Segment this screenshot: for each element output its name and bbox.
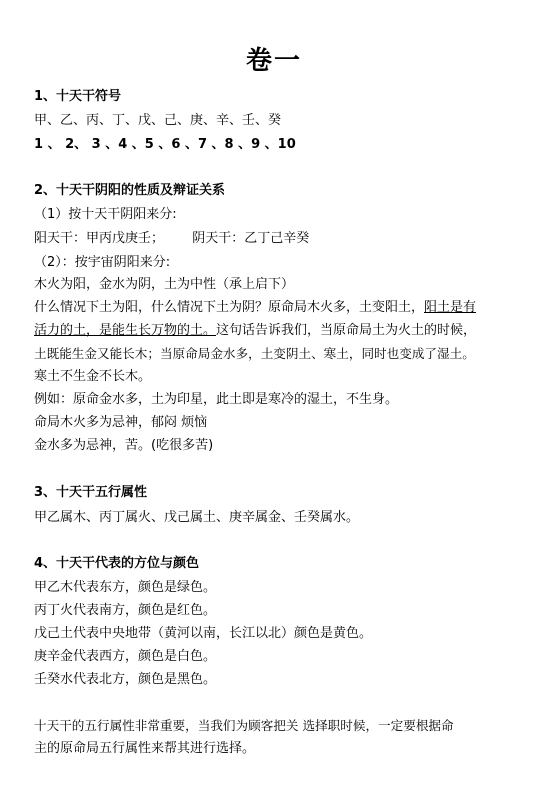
underlined-text: 活力的土，是能生长万物的土。 xyxy=(34,323,217,338)
yin-stems-text: 阴天干：乙丁己辛癸 xyxy=(192,231,310,246)
paragraph-line: 土既能生金又能长木；当原命局金水多，土变阴土、寒土，同时也变成了湿土。 xyxy=(34,346,475,361)
yang-stems-text: 阳天干：甲丙戊庚壬； xyxy=(34,231,165,246)
page-title: 卷一 xyxy=(245,46,302,76)
paragraph-line: 命局木火多为忌神，郁闷 烦恼 xyxy=(34,415,208,430)
closing-line: 十天干的五行属性非常重要，当我们为顾客把关 选择职时候，一定要根据命 xyxy=(34,718,454,733)
paragraph-line: 例如：原命金水多，土为印星，此土即是寒冷的湿土，不生身。 xyxy=(34,392,399,407)
direction-color-line: 甲乙木代表东方，颜色是绿色。 xyxy=(34,580,217,595)
direction-color-line: 丙丁火代表南方，颜色是红色。 xyxy=(34,603,217,618)
direction-color-line: 壬癸水代表北方，颜色是黑色。 xyxy=(34,672,217,687)
section-1-heading: 1、十天干符号 xyxy=(34,89,122,104)
paragraph-line xyxy=(34,322,476,340)
paragraph-line: 寒土不生金不长木。 xyxy=(34,369,152,384)
paragraph-line xyxy=(34,299,476,317)
direction-color-line: 戊己土代表中央地带（黄河以南，长江以北）颜色是黄色。 xyxy=(34,626,373,641)
closing-line: 主的原命局五行属性来帮其进行选择。 xyxy=(34,741,256,756)
section-4-heading: 4、十天干代表的方位与颜色 xyxy=(34,556,200,571)
paragraph-text: 什么情况下土为阳，什么情况下土为阴？原命局木火多，土变阳土， xyxy=(34,300,425,315)
section-2-heading: 2、十天干阴阳的性质及辩证关系 xyxy=(34,183,226,198)
section-3-heading: 3、十天干五行属性 xyxy=(34,485,148,500)
paragraph-text: 这句话告诉我们，当原命局土为火土的时候， xyxy=(216,323,477,338)
subheading-2: （2）：按宇宙阴阳来分: xyxy=(34,255,171,270)
stems-list: 甲、乙、丙、丁、戊、己、庚、辛、壬、癸 xyxy=(34,113,282,128)
direction-color-line: 庚辛金代表西方，颜色是白色。 xyxy=(34,649,217,664)
paragraph-line: 木火为阳，金水为阴，土为中性（承上启下） xyxy=(34,277,295,292)
five-elements-line: 甲乙属木、丙丁属火、戊己属土、庚辛属金、壬癸属水。 xyxy=(34,510,360,525)
underlined-text: 阳土是有 xyxy=(424,300,477,315)
yang-stems xyxy=(34,230,309,248)
stems-numbers: 1 、 2、 3 、4 、5 、6 、7 、8 、9 、10 xyxy=(34,137,296,152)
subheading-1: （1）按十天干阴阳来分: xyxy=(34,207,177,222)
paragraph-line: 金水多为忌神，苦。(吃很多苦) xyxy=(34,438,214,453)
